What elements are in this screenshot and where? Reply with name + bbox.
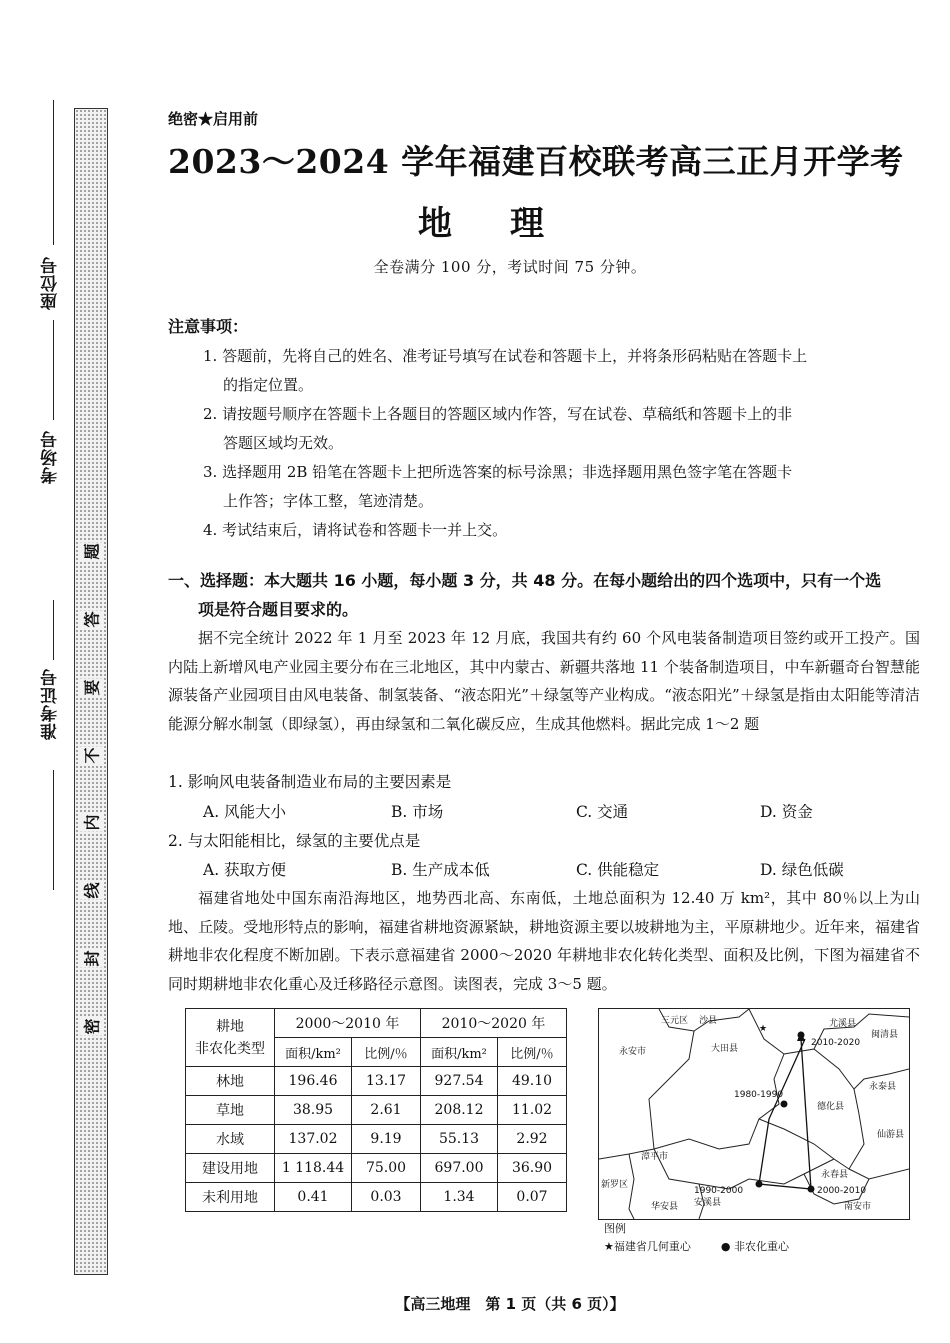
table-corner-line: 非农化类型 bbox=[195, 1040, 265, 1057]
option-c: C. 供能稳定 bbox=[576, 861, 660, 879]
cell: 2.61 bbox=[352, 1096, 421, 1125]
row-type: 建设用地 bbox=[186, 1154, 275, 1183]
ratio-header: 比例/％ bbox=[498, 1038, 567, 1067]
notice-item bbox=[203, 516, 918, 545]
row-type: 林地 bbox=[186, 1067, 275, 1096]
place-label: 华安县 bbox=[651, 1202, 679, 1212]
cell: 208.12 bbox=[421, 1096, 498, 1125]
table-row bbox=[186, 1067, 567, 1096]
notice-list bbox=[203, 342, 918, 545]
cell: 9.19 bbox=[352, 1125, 421, 1154]
cell: 1.34 bbox=[421, 1183, 498, 1212]
place-label: 安溪县 bbox=[694, 1198, 722, 1208]
place-label: 南安市 bbox=[844, 1202, 872, 1212]
notice-line: 3. 选择题用 2B 铅笔在答题卡上把所选答案的标号涂黑；非选择题用黑色签字笔在答题卡 bbox=[203, 463, 793, 481]
cell: 11.02 bbox=[498, 1096, 567, 1125]
centroid-1980-1990 bbox=[781, 1101, 788, 1108]
legend-nonagri-center: ● 非农化重心 bbox=[720, 1240, 789, 1253]
question-1-stem: 1. 影响风电装备制造业布局的主要因素是 bbox=[168, 773, 452, 791]
geo-center-star: ★ bbox=[759, 1024, 768, 1034]
cell: 13.17 bbox=[352, 1067, 421, 1096]
conversion-table bbox=[185, 1008, 567, 1212]
option-b: B. 生产成本低 bbox=[391, 861, 490, 879]
row-type: 草地 bbox=[186, 1096, 275, 1125]
cell: 1 118.44 bbox=[275, 1154, 352, 1183]
cell: 0.03 bbox=[352, 1183, 421, 1212]
passage-1: 据不完全统计 2022 年 1 月至 2023 年 12 月底，我国共有约 60 个风电装备制造项目签约或开工投产。国内陆上新增风电产业园主要分布在三北地区，其中内蒙古、新疆共落地 11 个装备制造项目，中车新疆奇台智慧能源装备产业园项目由风电装备、制氢装备、“液态阳光”＋绿氢等产业构成。“液态阳光”＋绿氢是指由太阳能等清洁能源分解水制氢（即绿氢），再由绿氢和二氧化碳反应，生成其他燃料。据此完成 1～2 题 bbox=[168, 629, 920, 733]
centroid-1990-2000 bbox=[756, 1181, 763, 1188]
exam-title: 2023～2024 学年福建百校联考高三正月开学考 bbox=[168, 142, 904, 181]
notice-line: 的指定位置。 bbox=[223, 376, 314, 394]
page-footer: 【高三地理 第 1 页（共 6 页）】 bbox=[395, 1295, 625, 1313]
notice-title: 注意事项： bbox=[168, 317, 249, 336]
place-label: 永安市 bbox=[619, 1047, 647, 1057]
centroid-map bbox=[598, 1008, 910, 1220]
notice-line: 4. 考试结束后，请将试卷和答题卡一并上交。 bbox=[203, 521, 508, 539]
migration-path bbox=[759, 1039, 811, 1189]
place-label: 闽清县 bbox=[871, 1030, 899, 1040]
notice-item bbox=[203, 458, 918, 516]
cell: 0.07 bbox=[498, 1183, 567, 1212]
period-label: 2010-2020 bbox=[811, 1038, 861, 1048]
cell: 36.90 bbox=[498, 1154, 567, 1183]
section-line: 一、选择题：本大题共 16 小题，每小题 3 分，共 48 分。在每小题给出的四个选项中，只有一个选 bbox=[168, 571, 882, 590]
option-a: A. 获取方便 bbox=[203, 861, 287, 879]
legend-geo-center: ★福建省几何重心 bbox=[604, 1240, 691, 1253]
period-label: 2000-2010 bbox=[817, 1186, 867, 1196]
row-type: 未利用地 bbox=[186, 1183, 275, 1212]
row-type: 水域 bbox=[186, 1125, 275, 1154]
option-d: D. 绿色低碳 bbox=[760, 861, 844, 879]
cell: 2.92 bbox=[498, 1125, 567, 1154]
county-boundary bbox=[629, 1154, 634, 1219]
confidential-mark: 绝密★启用前 bbox=[168, 110, 259, 128]
full-score-note: 全卷满分 100 分，考试时间 75 分钟。 bbox=[373, 258, 647, 276]
notice-line: 1. 答题前，先将自己的姓名、准考证号填写在试卷和答题卡上，并将条形码粘贴在答题卡上 bbox=[203, 347, 808, 365]
option-d: D. 资金 bbox=[760, 803, 813, 821]
ticket-number-line bbox=[53, 770, 54, 890]
cell: 0.41 bbox=[275, 1183, 352, 1212]
county-boundary bbox=[654, 1149, 834, 1189]
seal-char: 不 bbox=[78, 746, 103, 764]
ticket-number-line-top bbox=[53, 600, 54, 660]
subject-title: 地理 bbox=[418, 204, 602, 244]
question-2-stem: 2. 与太阳能相比，绿氢的主要优点是 bbox=[168, 832, 421, 850]
place-label: 永泰县 bbox=[869, 1082, 897, 1092]
place-label: 三元区 bbox=[661, 1016, 689, 1026]
cell: 137.02 bbox=[275, 1125, 352, 1154]
table-corner bbox=[186, 1009, 275, 1067]
cell: 196.46 bbox=[275, 1067, 352, 1096]
cell: 697.00 bbox=[421, 1154, 498, 1183]
seal-strip bbox=[74, 108, 108, 1275]
cell: 38.95 bbox=[275, 1096, 352, 1125]
ratio-header: 比例/％ bbox=[352, 1038, 421, 1067]
area-header: 面积/km² bbox=[421, 1038, 498, 1067]
period-header: 2010～2020 年 bbox=[421, 1009, 567, 1038]
notice-line: 上作答；字体工整，笔迹清楚。 bbox=[223, 492, 434, 510]
place-label: 仙游县 bbox=[877, 1130, 905, 1140]
period-label: 1990-2000 bbox=[694, 1186, 744, 1196]
area-header: 面积/km² bbox=[275, 1038, 352, 1067]
county-boundary bbox=[649, 1031, 694, 1149]
seal-char: 要 bbox=[78, 678, 103, 696]
county-boundary bbox=[759, 1119, 849, 1169]
migration-path bbox=[759, 1039, 805, 1184]
period-label: 1980-1990 bbox=[734, 1090, 784, 1100]
section-heading bbox=[168, 566, 920, 624]
seal-char: 封 bbox=[78, 950, 103, 968]
map-svg bbox=[599, 1009, 909, 1219]
place-label: 新罗区 bbox=[601, 1180, 629, 1190]
exam-room-line bbox=[53, 320, 54, 420]
notice-item bbox=[203, 400, 918, 458]
option-b: B. 市场 bbox=[391, 803, 444, 821]
passage-2: 福建省地处中国东南沿海地区，地势西北高、东南低，土地总面积为 12.40 万 km²，其中 80％以上为山地、丘陵。受地形特点的影响，福建省耕地资源紧缺，耕地资源主要以坡耕地为主，平原耕地少。近年来，福建省耕地非农化程度不断加剧。下表示意福建省 2000～2020 年耕地非农化转化类型、面积及比例，下图为福建省不同时期耕地非农化重心及迁移路径示意图。读图表，完成 3～5 题。 bbox=[168, 889, 920, 993]
map-legend bbox=[604, 1220, 789, 1254]
seal-char: 内 bbox=[78, 814, 103, 832]
table-corner-line: 耕地 bbox=[216, 1018, 244, 1035]
cell: 927.54 bbox=[421, 1067, 498, 1096]
seal-char: 题 bbox=[78, 542, 103, 560]
cell: 55.13 bbox=[421, 1125, 498, 1154]
place-label: 永春县 bbox=[821, 1170, 849, 1180]
centroid-2010-2020 bbox=[798, 1032, 805, 1039]
table-row bbox=[186, 1125, 567, 1154]
seal-char: 答 bbox=[78, 610, 103, 628]
table-row bbox=[186, 1183, 567, 1212]
cell: 75.00 bbox=[352, 1154, 421, 1183]
centroid-2000-2010 bbox=[808, 1186, 815, 1193]
place-label: 漳平市 bbox=[641, 1152, 669, 1162]
period-header: 2000～2010 年 bbox=[275, 1009, 421, 1038]
notice-line: 答题区域均无效。 bbox=[223, 434, 344, 452]
notice-line: 2. 请按题号顺序在答题卡上各题目的答题区域内作答，写在试卷、草稿纸和答题卡上的非 bbox=[203, 405, 793, 423]
place-label: 尤溪县 bbox=[829, 1019, 857, 1029]
place-label: 大田县 bbox=[711, 1044, 739, 1054]
exam-room-label: 考场号 bbox=[41, 430, 61, 484]
table-row bbox=[186, 1096, 567, 1125]
cell: 49.10 bbox=[498, 1067, 567, 1096]
option-a: A. 风能大小 bbox=[203, 803, 287, 821]
legend-title: 图例 bbox=[604, 1222, 626, 1235]
place-label: 德化县 bbox=[817, 1102, 845, 1112]
place-label: 沙县 bbox=[699, 1016, 718, 1026]
seat-number-label: 座位号 bbox=[41, 256, 61, 310]
section-line: 项是符合题目要求的。 bbox=[198, 600, 359, 619]
table-row bbox=[186, 1154, 567, 1183]
legend-row bbox=[604, 1238, 789, 1254]
seal-char: 线 bbox=[78, 882, 103, 900]
county-boundary bbox=[599, 1009, 784, 1159]
ticket-number-label: 准考证号 bbox=[41, 668, 61, 740]
seal-char: 密 bbox=[78, 1017, 103, 1035]
seal-text bbox=[75, 539, 107, 1039]
option-c: C. 交通 bbox=[576, 803, 629, 821]
notice-item bbox=[203, 342, 918, 400]
